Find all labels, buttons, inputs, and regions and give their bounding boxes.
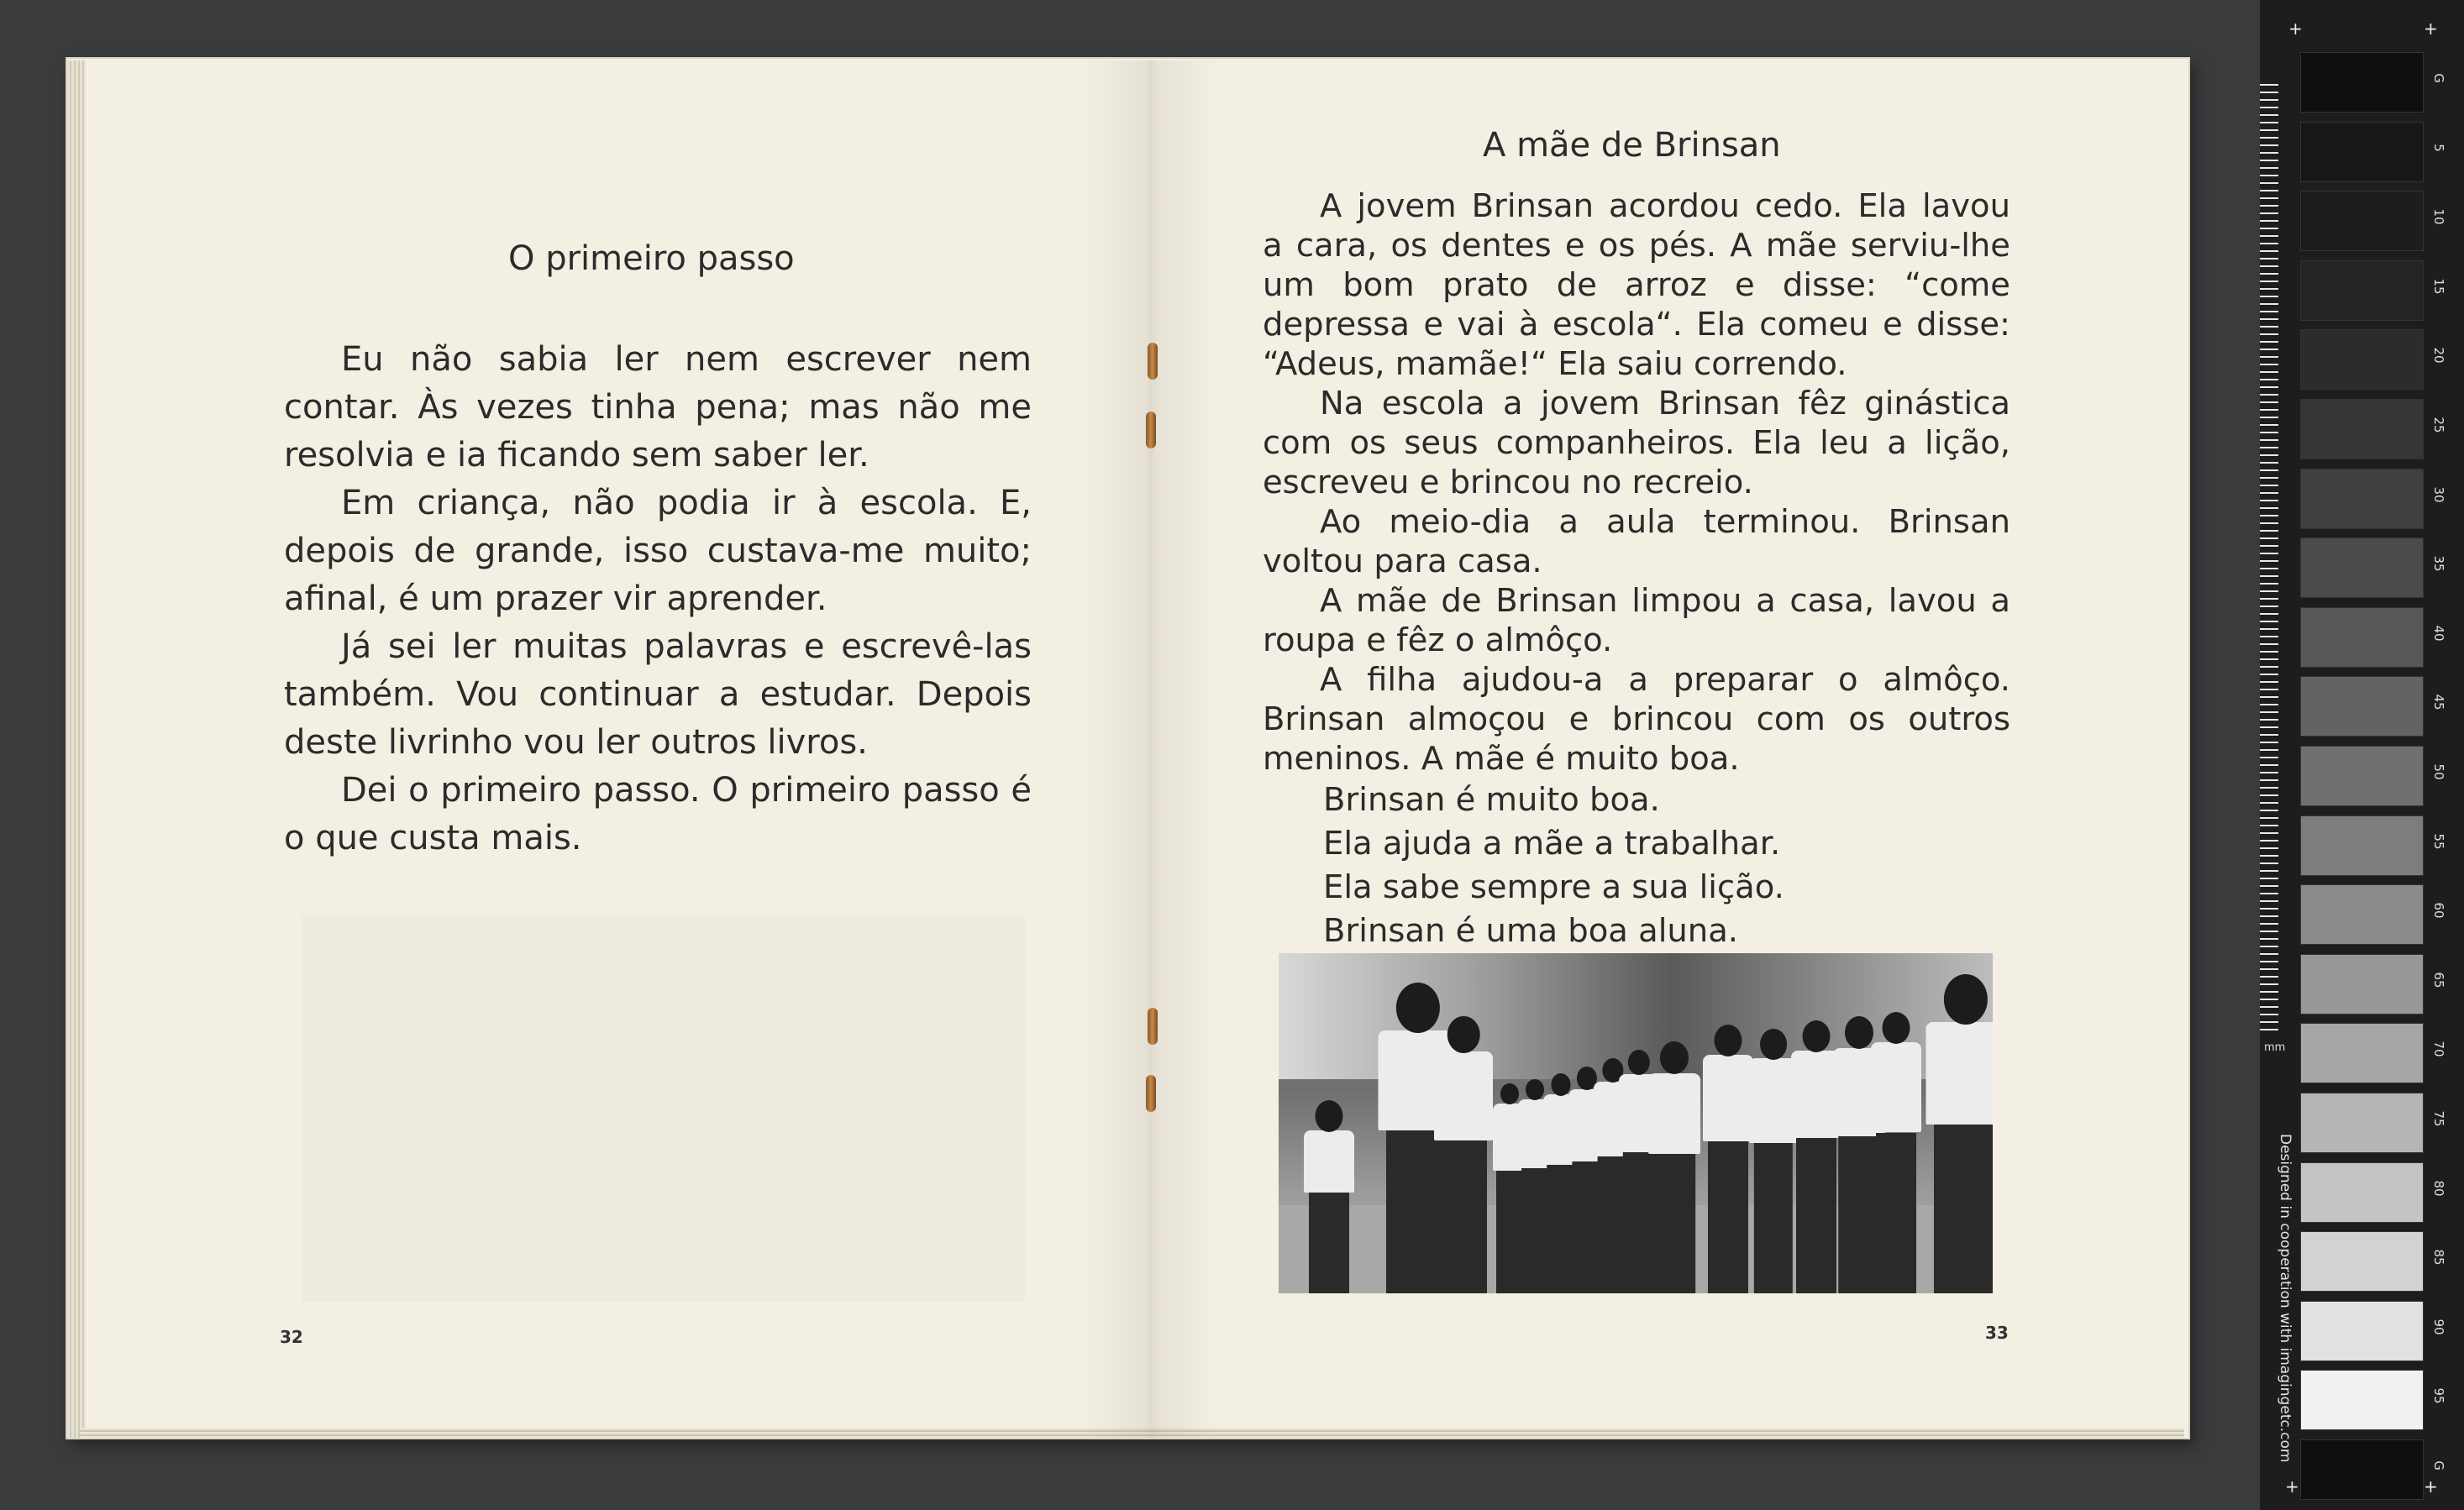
right-verse-4: Brinsan é uma boa aluna. — [1323, 912, 1739, 950]
gray-swatch-label: 50 — [2431, 763, 2446, 780]
ruler-unit: mm — [2264, 1041, 2286, 1054]
gray-swatch-label: 35 — [2431, 555, 2446, 572]
gray-swatch — [2300, 537, 2424, 598]
staple-top-upper — [1148, 343, 1158, 380]
gray-swatch-label: 20 — [2431, 347, 2446, 364]
right-paragraph-5: A filha ajudou-a a preparar o almôço. Brinsan almoçou e brincou com os outros meninos. A mãe é muito boa. — [1263, 661, 2010, 778]
gray-swatch-label: G — [2431, 73, 2446, 83]
right-paragraph-2: Na escola a jovem Brinsan fêz ginástica com os seus companheiros. Ela leu a lição, escreveu e brincou no recreio. — [1263, 385, 2010, 501]
gray-swatch — [2300, 1301, 2424, 1361]
gray-swatch — [2300, 815, 2424, 876]
photo-student — [1434, 1016, 1493, 1293]
left-paragraph-1: Eu não sabia ler nem escrever nem contar. Às vezes tinha pena; mas não me resolvia e ia ficando sem saber ler. — [284, 340, 1032, 474]
photo-student-trousers — [1796, 1138, 1836, 1293]
gray-swatch — [2300, 329, 2424, 390]
photo-student-shirt — [1871, 1042, 1921, 1132]
staple-bottom-lower — [1146, 1075, 1156, 1112]
gray-swatch-label: 30 — [2431, 486, 2446, 503]
photo-student — [1871, 1012, 1921, 1293]
gray-swatch — [2300, 607, 2424, 668]
photo-student-head — [1760, 1029, 1787, 1060]
photo-student-head — [1845, 1016, 1873, 1049]
gray-swatch — [2300, 954, 2424, 1015]
gray-swatch-label: G — [2431, 1460, 2446, 1471]
gray-swatch — [2300, 1370, 2424, 1430]
gray-swatch-label: 65 — [2431, 972, 2446, 988]
photo-student-head — [1395, 983, 1439, 1033]
gray-swatch-label: 10 — [2431, 208, 2446, 225]
right-verse-3: Ela sabe sempre a sua lição. — [1323, 868, 1784, 906]
right-paragraph-3: Ao meio-dia a aula terminou. Brinsan voltou para casa. — [1263, 503, 2010, 580]
photo-student-head — [1526, 1079, 1544, 1100]
photo-student-head — [1447, 1016, 1480, 1053]
gray-swatch-label: 25 — [2431, 417, 2446, 433]
left-page-body — [284, 336, 1032, 862]
photo-student — [1703, 1025, 1753, 1293]
gray-swatch-label: 15 — [2431, 278, 2446, 295]
right-verse-2: Ela ajuda a mãe a trabalhar. — [1323, 825, 1781, 862]
staple-bottom-upper — [1148, 1008, 1158, 1045]
page-edges-left — [67, 60, 86, 1438]
photo-student-trousers — [1934, 1125, 1994, 1293]
photo-student-trousers — [1708, 1141, 1748, 1293]
photo-student-head — [1883, 1012, 1910, 1044]
page-stain — [302, 915, 1025, 1302]
gray-swatch — [2300, 122, 2424, 182]
photo-student-shirt — [1925, 1022, 1993, 1125]
photo-student-shirt — [1434, 1051, 1493, 1140]
staple-top-lower — [1146, 412, 1156, 448]
registration-mark-bottom-left: + — [2285, 1476, 2299, 1497]
gray-swatch — [2300, 52, 2424, 113]
gray-swatch-label: 45 — [2431, 694, 2446, 710]
photo-student-shirt — [1648, 1073, 1700, 1154]
gray-swatch — [2300, 1231, 2424, 1292]
gray-swatch-label: 60 — [2431, 902, 2446, 919]
gray-swatch-label: 55 — [2431, 833, 2446, 850]
photo-student-head — [1316, 1100, 1343, 1132]
photo-student-head — [1500, 1083, 1519, 1104]
gray-swatch — [2300, 469, 2424, 529]
photo-student-head — [1943, 974, 1987, 1025]
gray-swatch-label: 85 — [2431, 1249, 2446, 1266]
mm-ruler — [2260, 84, 2278, 1033]
gray-swatch-label: 95 — [2431, 1387, 2446, 1404]
left-paragraph-3: Já sei ler muitas palavras e escrevê-las também. Vou continuar a estudar. Depois deste livrinho vou ler outros livros. — [284, 627, 1032, 762]
checker-credit: Designed in cooperation with imagingetc.com — [2277, 1134, 2293, 1463]
left-page-number: 32 — [280, 1327, 303, 1347]
gray-swatch — [2300, 676, 2424, 737]
gray-swatch — [2300, 260, 2424, 321]
right-page-title: A mãe de Brinsan — [1483, 126, 1781, 165]
gray-swatch — [2300, 191, 2424, 251]
right-page-body — [1263, 186, 2010, 953]
gray-swatch — [2300, 1439, 2424, 1500]
gymnastics-photo — [1279, 953, 1993, 1293]
photo-student-head — [1803, 1020, 1831, 1052]
gray-swatch-label: 40 — [2431, 625, 2446, 642]
photo-student-trousers — [1653, 1154, 1695, 1294]
gray-swatch-label: 70 — [2431, 1041, 2446, 1057]
photo-student-head — [1660, 1041, 1689, 1074]
left-paragraph-4: Dei o primeiro passo. O primeiro passo é o que custa mais. — [284, 771, 1032, 857]
gray-swatch — [2300, 1162, 2424, 1223]
left-page-title: O primeiro passo — [508, 239, 795, 278]
right-verse-1: Brinsan é muito boa. — [1323, 781, 1660, 819]
photo-student-shirt — [1304, 1130, 1354, 1193]
photo-student — [1648, 1041, 1700, 1293]
gray-swatch — [2300, 746, 2424, 806]
gray-swatch-label: 90 — [2431, 1319, 2446, 1335]
gray-swatch — [2300, 1093, 2424, 1153]
photo-student-trousers — [1440, 1140, 1487, 1293]
right-paragraph-1: A jovem Brinsan acordou cedo. Ela lavou a cara, os dentes e os pés. A mãe serviu-lhe um bom prato de arroz e disse: “come depressa e vai à escola“. Ela comeu e disse: “Adeus, mamãe!“ Ela saiu correndo. — [1263, 187, 2010, 383]
photo-student-head — [1715, 1025, 1742, 1056]
gray-swatch — [2300, 399, 2424, 459]
right-page-number: 33 — [1985, 1323, 2009, 1343]
registration-mark-top-left: + — [2288, 18, 2303, 39]
photo-student — [1304, 1100, 1354, 1293]
registration-mark-bottom-right: + — [2424, 1476, 2438, 1497]
gray-swatch — [2300, 1023, 2424, 1083]
photo-student-head — [1628, 1050, 1650, 1075]
photo-student-trousers — [1309, 1193, 1349, 1293]
registration-mark-top-right: + — [2424, 18, 2438, 39]
left-paragraph-2: Em criança, não podia ir à escola. E, depois de grande, isso custava-me muito; afinal, é um prazer vir aprender. — [284, 484, 1032, 618]
photo-student-shirt — [1703, 1055, 1753, 1140]
right-paragraph-4: A mãe de Brinsan limpou a casa, lavou a roupa e fêz o almôço. — [1263, 582, 2010, 659]
photo-student-trousers — [1754, 1143, 1793, 1293]
gray-swatch-label: 75 — [2431, 1110, 2446, 1127]
book-gutter — [1084, 60, 1218, 1438]
gray-swatch-label: 80 — [2431, 1180, 2446, 1197]
photo-student-trousers — [1876, 1133, 1916, 1294]
photo-student — [1925, 974, 1993, 1293]
gray-swatch-label: 5 — [2431, 143, 2446, 152]
gray-swatch — [2300, 884, 2424, 945]
